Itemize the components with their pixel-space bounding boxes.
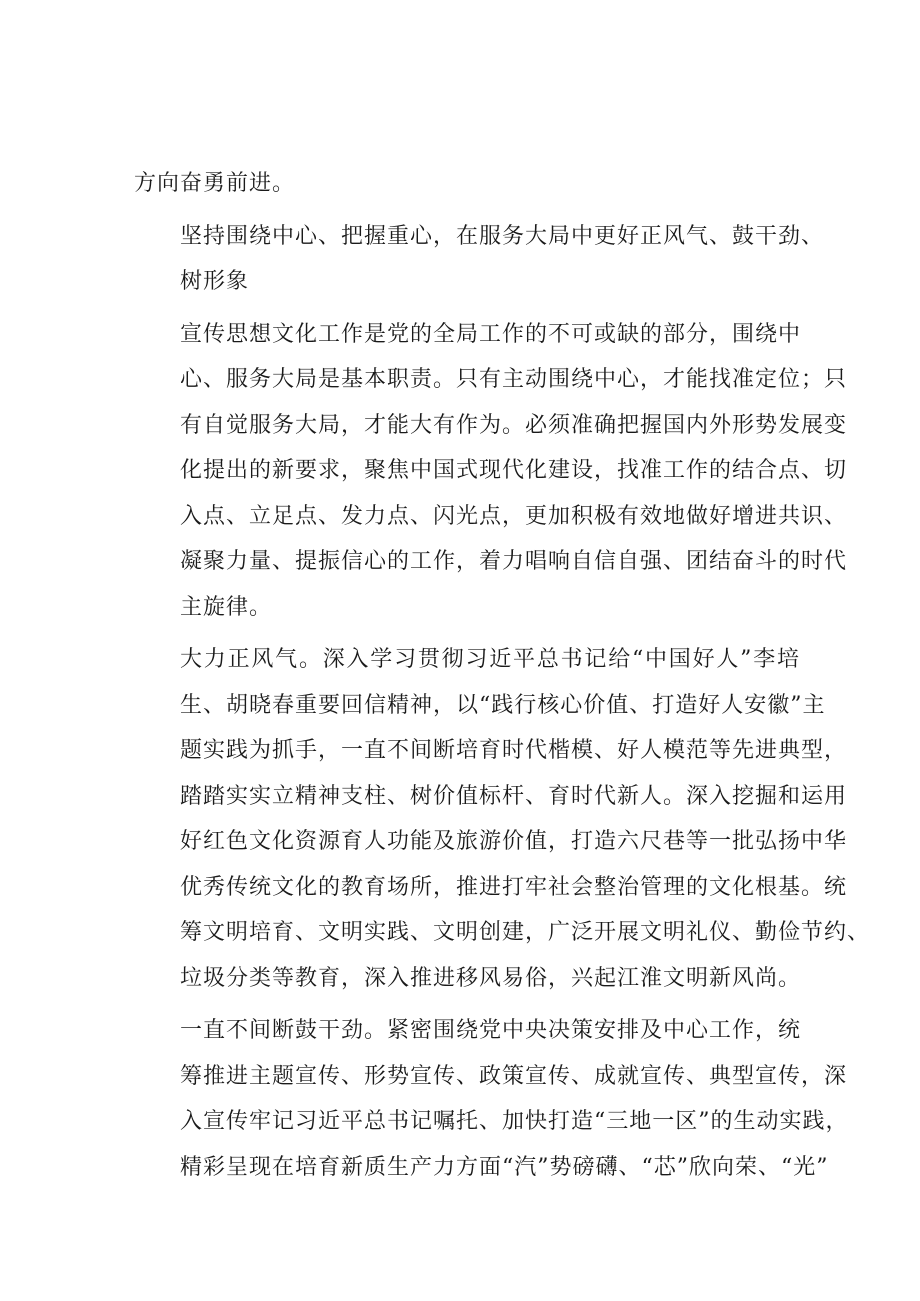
- text-line: 宣传思想文化工作是党的全局工作的不可或缺的部分，围绕中: [180, 321, 802, 347]
- text-line: 化提出的新要求，聚焦中国式现代化建设，找准工作的结合点、切: [180, 458, 848, 483]
- text-line: 凝聚力量、提振信心的工作，着力唱响自信自强、团结奋斗的时代: [180, 549, 848, 574]
- paragraph: [134, 312, 848, 631]
- text-line: 入宣传牢记习近平总书记嘱托、加快打造“三地一区”的生动实践，: [180, 1109, 849, 1134]
- text-line: 垃圾分类等教育，深入推进移风易俗，兴起江淮文明新风尚。: [180, 965, 802, 991]
- text-line: 大力正风气。深入学习贯彻习近平总书记给“中国好人”李培: [180, 647, 800, 672]
- text-line: 有自觉服务大局，才能大有作为。必须准确把握国内外形势发展变: [180, 412, 848, 438]
- paragraph: [134, 637, 871, 1001]
- text-line: 主旋律。: [180, 594, 273, 620]
- paragraph-continuation: [134, 161, 800, 207]
- text-line: 好红色文化资源育人功能及旅游价值，打造六尺巷等一批弘扬中华: [180, 829, 848, 854]
- text-line: 方向奋勇前进。: [134, 171, 296, 196]
- text-line: 生、胡晓春重要回信精神，以“践行核心价值、打造好人安徽”主: [180, 692, 826, 718]
- text-line: 精彩呈现在培育新质生产力方面“汽”势磅礴、“芯”欣向荣、“光”: [180, 1154, 829, 1180]
- text-line: 坚持围绕中心、把握重心，在服务大局中更好正风气、鼓干劲、: [180, 223, 825, 249]
- text-line: 树形象: [180, 269, 250, 294]
- section-heading: [134, 214, 825, 305]
- paragraph: [134, 1008, 849, 1190]
- text-line: 心、服务大局是基本职责。只有主动围绕中心，才能找准定位；只: [180, 367, 848, 392]
- text-line: 入点、立足点、发力点、闪光点，更加积极有效地做好增进共识、: [180, 503, 848, 529]
- text-line: 踏踏实实立精神支柱、树价值标杆、育时代新人。深入挖掘和运用: [180, 783, 848, 809]
- text-line: 筹文明培育、文明实践、文明创建，广泛开展文明礼仪、勤俭节约、: [180, 920, 871, 945]
- text-line: 一直不间断鼓干劲。紧密围绕党中央决策安排及中心工作，统: [180, 1018, 802, 1043]
- document-body: [134, 161, 871, 1197]
- text-line: 优秀传统文化的教育场所，推进打牢社会整治管理的文化根基。统: [180, 874, 848, 900]
- text-line: 题实践为抓手，一直不间断培育时代楷模、好人模范等先进典型，: [180, 738, 848, 763]
- text-line: 筹推进主题宣传、形势宣传、政策宣传、成就宣传、典型宣传，深: [180, 1063, 848, 1089]
